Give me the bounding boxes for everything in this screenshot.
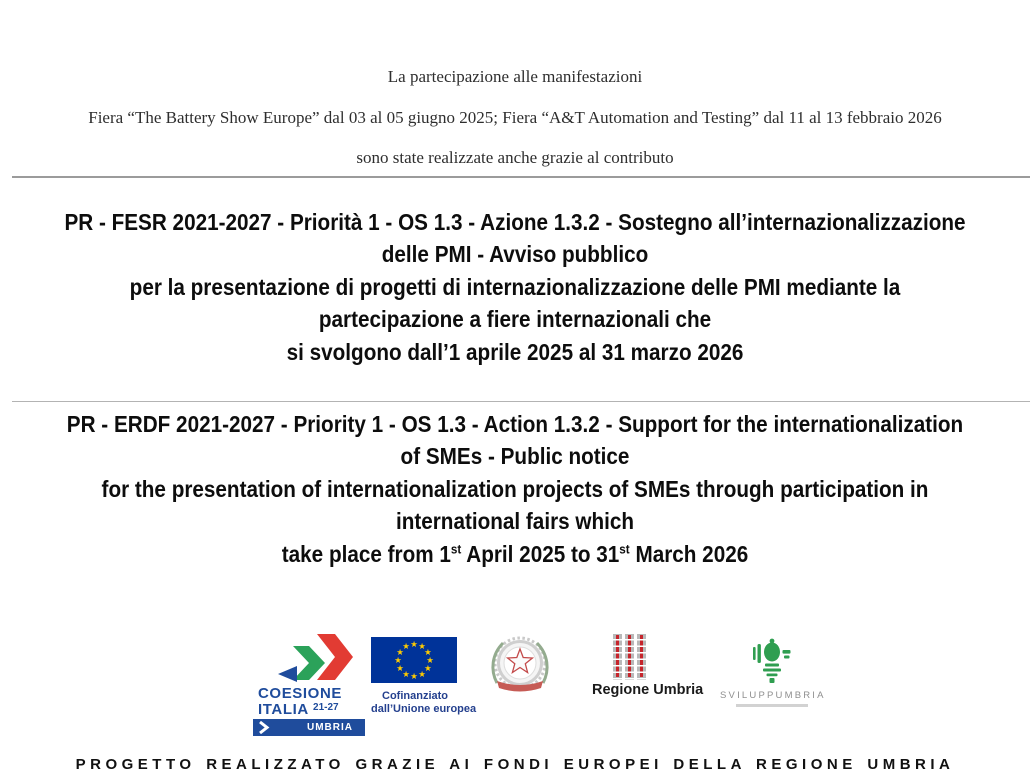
notice-it-line-3: per la presentazione di progetti di internazionalizzazione delle PMI mediante la: [129, 273, 901, 300]
coesione-years: 21-27: [313, 702, 339, 713]
eu-cofunded-logo: [371, 637, 477, 715]
svg-text:★: ★: [410, 640, 418, 650]
italy-emblem-icon: [488, 636, 552, 698]
footer-banner: PROGETTO REALIZZATO GRAZIE AI FONDI EUROPEI DELLA REGIONE UMBRIA: [75, 756, 955, 773]
notice-title-italian: [52, 206, 979, 368]
coesione-italia-logo: [253, 630, 365, 736]
sviluppumbria-symbol-icon: [751, 638, 793, 686]
coesione-arrows-icon: [253, 632, 365, 685]
svg-text:★: ★: [426, 656, 434, 666]
italian-republic-emblem-logo: [488, 636, 552, 698]
svg-text:★: ★: [396, 664, 404, 674]
sviluppumbria-label: SVILUPPUMBRIA: [720, 690, 826, 701]
svg-text:★: ★: [402, 669, 410, 680]
notice-it-line-4: partecipazione a fiere internazionali che: [318, 306, 712, 333]
svg-text:★: ★: [396, 648, 404, 658]
notice-en-line-1: PR - ERDF 2021-2027 - Priority 1 - OS 1.3 - Action 1.3.2 - Support for the internationalization: [66, 411, 964, 437]
coesione-word-1: COESIONE: [258, 685, 342, 702]
sviluppumbria-logo: [720, 638, 824, 710]
sviluppumbria-tagline-line: [736, 704, 808, 707]
svg-text:★: ★: [418, 642, 426, 653]
intro-line-1: La partecipazione alle manifestazioni: [387, 67, 643, 86]
svg-text:★: ★: [402, 642, 410, 653]
coesione-umbria-banner: UMBRIA: [253, 719, 365, 736]
regione-umbria-emblem-icon: [613, 634, 646, 680]
svg-text:★: ★: [424, 648, 432, 658]
notice-it-line-5: si svolgono dall’1 aprile 2025 al 31 marzo 2026: [286, 338, 744, 365]
regione-umbria-logo: [592, 633, 704, 698]
notice-en-line-3: for the presentation of internationalization projects of SMEs through participation in: [101, 475, 929, 502]
svg-text:★: ★: [410, 672, 418, 682]
svg-text:★: ★: [394, 656, 402, 666]
notice-en-line-4: international fairs which: [395, 508, 635, 535]
eu-caption: [371, 690, 477, 715]
notice-title-english: [52, 408, 979, 570]
eu-flag-icon: [371, 637, 457, 683]
svg-text:★: ★: [424, 664, 432, 674]
notice-en-line-5: take place from 1st April 2025 to 31st March 2026: [281, 540, 749, 567]
banner-chevron-icon: [258, 721, 270, 734]
intro-line-3: sono state realizzate anche grazie al contributo: [356, 148, 674, 167]
svg-text:★: ★: [418, 669, 426, 680]
intro-line-2: Fiera “The Battery Show Europe” dal 03 al 05 giugno 2025; Fiera “A&T Automation and Testing” dal 11 al 13 febbraio 2026: [88, 108, 942, 127]
eu-caption-line-1: Cofinanziato: [382, 690, 448, 702]
notice-en-line-2: of SMEs - Public notice: [400, 443, 630, 470]
notice-it-line-2: delle PMI - Avviso pubblico: [381, 241, 649, 268]
coesione-word-2: ITALIA $^{21-27}$: [258, 701, 339, 718]
superscript-st: st: [450, 540, 462, 556]
notice-it-line-1: PR - FESR 2021-2027 - Priorità 1 - OS 1.3 - Azione 1.3.2 - Sostegno all’internazionalizzazione: [64, 209, 966, 235]
divider-top: [12, 176, 1030, 178]
superscript-st: st: [619, 540, 630, 556]
eu-caption-line-2: dall’Unione europea: [371, 702, 477, 715]
regione-umbria-label: Regione Umbria: [592, 682, 704, 698]
divider-middle: [12, 401, 1030, 402]
